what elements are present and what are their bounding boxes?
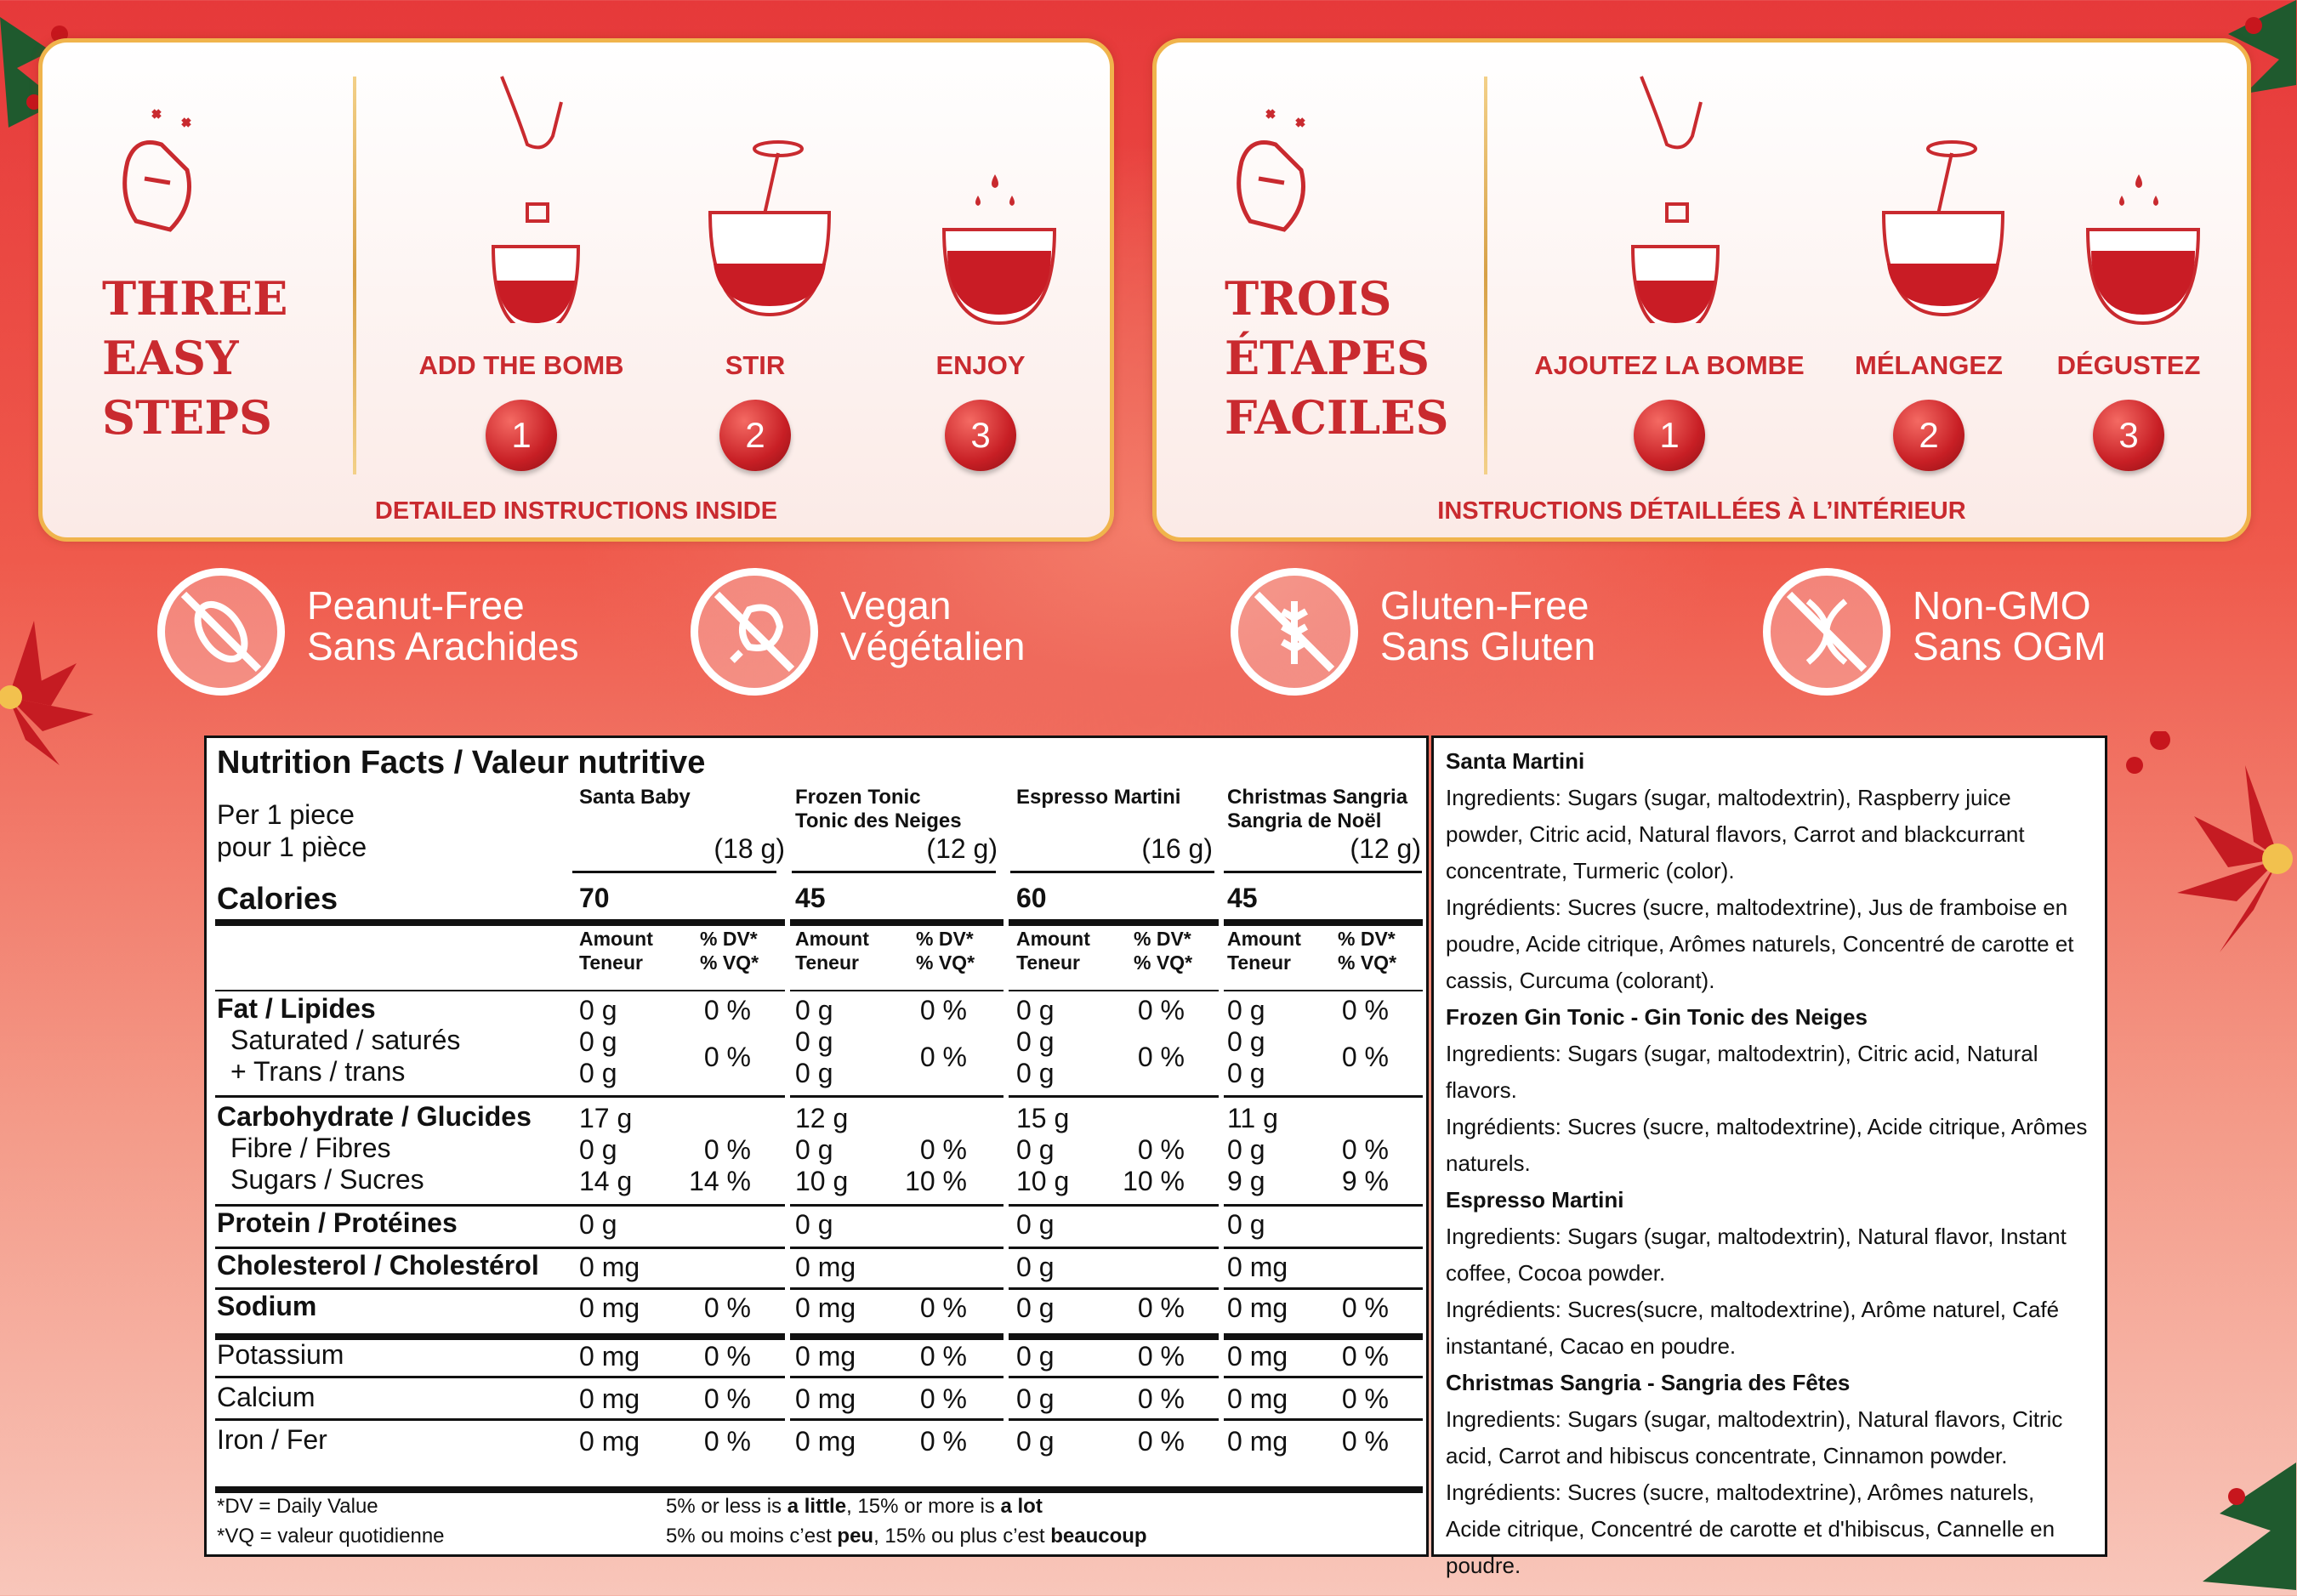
nutrient-amount: 0 g xyxy=(795,1026,833,1057)
gold-divider xyxy=(353,77,356,474)
nutrient-dv: 0 % xyxy=(1137,1042,1185,1072)
footnote-dv: *DV = Daily Value xyxy=(217,1495,378,1518)
rule xyxy=(215,1418,1423,1421)
serving-en: Per 1 piece xyxy=(217,799,355,830)
rule xyxy=(792,871,996,873)
serving-size: (12 g) xyxy=(1350,833,1421,864)
nutrient-label: Saturated / saturés xyxy=(230,1025,461,1055)
nutrient-amount: 0 g xyxy=(1016,1341,1055,1372)
nutrient-dv: 0 % xyxy=(1137,995,1185,1025)
step-number-3: 3 xyxy=(945,400,1016,471)
nutrient-label: Potassium xyxy=(217,1339,344,1370)
step-number-1: 1 xyxy=(1634,400,1705,471)
steps-title-fr: TROIS ÉTAPES FACILES xyxy=(1225,271,1449,445)
column-header: % VQ* xyxy=(1134,951,1193,974)
nutrient-amount: 0 g xyxy=(1016,1026,1055,1057)
column-header: Teneur xyxy=(1227,951,1291,974)
nutrient-amount: 0 g xyxy=(1016,1134,1055,1165)
calories-value: 70 xyxy=(579,883,610,913)
nutrient-amount: 0 mg xyxy=(579,1341,640,1372)
nutrient-dv: 0 % xyxy=(1137,1341,1185,1372)
calories-value: 60 xyxy=(1016,883,1047,913)
nutrient-label: Carbohydrate / Glucides xyxy=(217,1101,532,1132)
nutrient-amount: 0 g xyxy=(795,1134,833,1165)
poinsettia-left-icon xyxy=(0,595,128,799)
rule xyxy=(215,1204,1423,1207)
rule xyxy=(215,1247,1423,1249)
nutrient-amount: 0 mg xyxy=(1227,1383,1288,1414)
nutrient-amount: 10 g xyxy=(1016,1166,1070,1196)
nutrient-amount: 0 g xyxy=(1016,1383,1055,1414)
nutrient-dv: 0 % xyxy=(919,1042,967,1072)
step-number-3: 3 xyxy=(2093,400,2164,471)
column-header: % VQ* xyxy=(916,951,975,974)
rule xyxy=(215,1376,1423,1378)
nutrient-amount: 0 g xyxy=(1227,1058,1265,1088)
nutrient-amount: 0 g xyxy=(1227,995,1265,1025)
column-header: % VQ* xyxy=(1338,951,1397,974)
steps-title-en: THREE EASY STEPS xyxy=(102,271,288,445)
product-name: Christmas Sangria xyxy=(1227,786,1408,809)
nutrient-amount: 0 mg xyxy=(579,1383,640,1414)
no-peanut-icon xyxy=(157,568,285,696)
holly-decoration-bottom-right xyxy=(2169,1445,2297,1596)
nutrient-amount: 14 g xyxy=(579,1166,633,1196)
column-header: % DV* xyxy=(916,928,974,950)
nutrient-amount: 0 g xyxy=(579,1026,617,1057)
column-header: Amount xyxy=(1016,928,1090,950)
nutrient-dv: 0 % xyxy=(703,995,751,1025)
nutrient-dv: 0 % xyxy=(703,1134,751,1165)
rule xyxy=(215,1287,1423,1290)
nutrient-label: Protein / Protéines xyxy=(217,1207,458,1238)
calories-value: 45 xyxy=(795,883,826,913)
nutrient-dv: 0 % xyxy=(703,1341,751,1372)
ingredients-frozen-gin-tonic: Frozen Gin Tonic - Gin Tonic des Neiges Ingredients: Sugars (sugar, maltodextrin), Citric acid, Natural flavors. Ingrédients: Sucres (sucre, maltodextrine), Acide citrique, Arômes naturels. xyxy=(1446,1004,2088,1176)
column-header: Amount xyxy=(579,928,653,950)
nutrient-amount: 0 g xyxy=(795,1209,833,1240)
column-header: % VQ* xyxy=(700,951,759,974)
nutrient-amount: 11 g xyxy=(1227,1103,1278,1133)
nutrient-label: Sodium xyxy=(217,1291,317,1321)
no-gmo-icon xyxy=(1763,568,1890,696)
footnote-scale-en: 5% or less is a little, 15% or more is a lot xyxy=(666,1495,1043,1518)
no-gluten-icon xyxy=(1231,568,1358,696)
nutrient-amount: 0 mg xyxy=(795,1252,856,1282)
rule xyxy=(1010,871,1214,873)
nutrient-dv: 0 % xyxy=(703,1042,751,1072)
product-name: Frozen Tonic xyxy=(795,786,921,809)
nutrient-amount: 9 g xyxy=(1227,1166,1265,1196)
nutrient-dv: 10 % xyxy=(905,1166,967,1196)
steps-panel-fr: TROIS ÉTAPES FACILES AJOUTEZ LA BOMBE MÉLANGEZ DÉGUSTEZ 1 2 3 INSTRUCTIONS DÉTAILLÉES À L’INTÉRIEUR xyxy=(1152,38,2251,542)
step-number-2: 2 xyxy=(1893,400,1964,471)
nutrient-amount: 0 mg xyxy=(579,1252,640,1282)
rule xyxy=(215,1486,1423,1493)
hand-drop-glass-icon xyxy=(468,68,604,323)
stir-glass-icon xyxy=(702,136,838,332)
nutrient-dv: 0 % xyxy=(1137,1383,1185,1414)
rule xyxy=(215,1095,1423,1098)
column-header: Teneur xyxy=(579,951,643,974)
gold-divider xyxy=(1484,77,1487,474)
enjoy-glass-icon xyxy=(2079,170,2207,332)
product-name: Santa Baby xyxy=(579,786,691,809)
nutrient-amount: 0 g xyxy=(1227,1134,1265,1165)
poinsettia-right-icon xyxy=(2109,731,2297,986)
column-header: Teneur xyxy=(795,951,859,974)
enjoy-glass-icon xyxy=(935,170,1063,332)
no-meat-icon xyxy=(691,568,818,696)
nutrient-label: Fat / Lipides xyxy=(217,993,376,1024)
nutrient-dv: 0 % xyxy=(919,1341,967,1372)
column-header: % DV* xyxy=(1338,928,1396,950)
snap-fingers-icon xyxy=(102,94,204,247)
nutrient-dv: 0 % xyxy=(1341,1134,1389,1165)
nutrient-dv: 0 % xyxy=(703,1426,751,1457)
nutrient-amount: 0 mg xyxy=(1227,1426,1288,1457)
calories-label: Calories xyxy=(217,881,338,916)
nutrient-amount: 0 g xyxy=(579,1058,617,1088)
instructions-note-fr: INSTRUCTIONS DÉTAILLÉES À L’INTÉRIEUR xyxy=(1437,497,1966,525)
nutrient-dv: 0 % xyxy=(703,1292,751,1323)
stir-glass-icon xyxy=(1875,136,2011,332)
nutrient-dv: 0 % xyxy=(1137,1134,1185,1165)
serving-size: (16 g) xyxy=(1141,833,1213,864)
rule xyxy=(215,1333,1423,1340)
column-header: % DV* xyxy=(700,928,758,950)
nutrient-amount: 0 g xyxy=(1227,1209,1265,1240)
nutrient-dv: 0 % xyxy=(1341,1426,1389,1457)
rule xyxy=(1221,871,1422,873)
nutrient-dv: 0 % xyxy=(919,1292,967,1323)
product-name-fr: Sangria de Noël xyxy=(1227,809,1382,832)
nutrient-dv: 0 % xyxy=(919,1426,967,1457)
nutrient-amount: 0 g xyxy=(1016,1058,1055,1088)
nutrient-amount: 0 g xyxy=(579,995,617,1025)
nutrient-dv: 0 % xyxy=(1137,1292,1185,1323)
nutrition-title: Nutrition Facts / Valeur nutritive xyxy=(217,745,706,781)
nutrient-amount: 0 mg xyxy=(579,1292,640,1323)
nutrient-amount: 0 g xyxy=(795,1058,833,1088)
nutrient-amount: 0 g xyxy=(1016,1252,1055,1282)
nutrient-amount: 0 g xyxy=(579,1209,617,1240)
nutrient-label: Fibre / Fibres xyxy=(230,1133,391,1163)
product-name: Espresso Martini xyxy=(1016,786,1181,809)
nutrient-amount: 0 mg xyxy=(1227,1341,1288,1372)
column-header: Amount xyxy=(795,928,869,950)
nutrient-dv: 0 % xyxy=(919,1383,967,1414)
snap-fingers-icon xyxy=(1216,94,1318,247)
serving-size: (12 g) xyxy=(926,833,998,864)
ingredients-espresso-martini: Espresso Martini Ingredients: Sugars (sugar, maltodextrin), Natural flavor, Instant coffee, Cocoa powder. Ingrédients: Sucres(sucre, maltodextrine), Arôme naturel, Café instantané, Cacao en poudre. xyxy=(1446,1187,2067,1359)
step-number-2: 2 xyxy=(719,400,791,471)
serving-size: (18 g) xyxy=(714,833,785,864)
step-number-1: 1 xyxy=(486,400,557,471)
nutrient-dv: 0 % xyxy=(1341,1292,1389,1323)
nutrient-label: Calcium xyxy=(217,1382,316,1412)
rule xyxy=(572,871,776,873)
ingredients-panel xyxy=(1431,736,2107,1578)
nutrient-amount: 0 g xyxy=(1016,1209,1055,1240)
nutrient-dv: 0 % xyxy=(1137,1426,1185,1457)
nutrient-amount: 0 mg xyxy=(1227,1292,1288,1323)
column-gap xyxy=(1004,866,1009,1486)
nutrient-amount: 0 g xyxy=(1016,1426,1055,1457)
steps-panel-en: THREE EASY STEPS ADD THE BOMB STIR ENJOY 1 2 3 DETAILED INSTRUCTIONS INSIDE xyxy=(38,38,1114,542)
nutrient-label: Cholesterol / Cholestérol xyxy=(217,1250,539,1281)
nutrient-amount: 0 g xyxy=(1016,995,1055,1025)
nutrient-amount: 0 mg xyxy=(579,1426,640,1457)
product-name-fr: Tonic des Neiges xyxy=(795,809,962,832)
nutrient-label: + Trans / trans xyxy=(230,1056,406,1087)
nutrient-amount: 0 g xyxy=(1016,1292,1055,1323)
nutrient-dv: 0 % xyxy=(919,995,967,1025)
footnote-vq: *VQ = valeur quotidienne xyxy=(217,1525,445,1548)
serving-fr: pour 1 pièce xyxy=(217,832,367,862)
nutrient-dv: 0 % xyxy=(1341,1341,1389,1372)
column-header: Amount xyxy=(1227,928,1301,950)
nutrient-dv: 10 % xyxy=(1123,1166,1185,1196)
nutrient-amount: 0 mg xyxy=(795,1426,856,1457)
nutrient-dv: 0 % xyxy=(703,1383,751,1414)
nutrient-amount: 0 mg xyxy=(795,1341,856,1372)
calories-value: 45 xyxy=(1227,883,1258,913)
rule xyxy=(215,990,1423,991)
nutrient-label: Sugars / Sucres xyxy=(230,1164,424,1195)
nutrient-dv: 14 % xyxy=(689,1166,751,1196)
nutrient-amount: 0 g xyxy=(579,1134,617,1165)
nutrient-dv: 0 % xyxy=(1341,995,1389,1025)
column-gap xyxy=(785,866,790,1486)
nutrient-amount: 0 g xyxy=(1227,1026,1265,1057)
ingredients-santa-martini: Santa Martini Ingredients: Sugars (sugar, maltodextrin), Raspberry juice powder, Citric acid, Natural flavors, Carrot and blackcurrant concentrate, Turmeric (color). Ingrédients: Sucres (sucre, maltodextrine), Jus de framboise en poudre, Acide citrique, Arômes naturels, Concentré de carotte et cassis, Curcuma (colorant). xyxy=(1446,748,2074,993)
nutrient-amount: 10 g xyxy=(795,1166,849,1196)
nutrient-dv: 0 % xyxy=(1341,1042,1389,1072)
nutrient-dv: 0 % xyxy=(1341,1383,1389,1414)
instructions-note-en: DETAILED INSTRUCTIONS INSIDE xyxy=(374,497,778,525)
hand-drop-glass-icon xyxy=(1607,68,1743,323)
nutrient-amount: 0 g xyxy=(795,995,833,1025)
nutrient-amount: 0 mg xyxy=(795,1383,856,1414)
column-header: Teneur xyxy=(1016,951,1080,974)
nutrient-amount: 0 mg xyxy=(795,1292,856,1323)
nutrient-label: Iron / Fer xyxy=(217,1424,327,1455)
footnote-scale-fr: 5% ou moins c’est peu, 15% ou plus c’est beaucoup xyxy=(666,1525,1147,1548)
column-gap xyxy=(1219,866,1224,1486)
rule xyxy=(215,919,1423,926)
ingredients-christmas-sangria: Christmas Sangria - Sangria des Fêtes Ingredients: Sugars (sugar, maltodextrin), Natural flavors, Citric acid, Carrot and hibiscus concentrate, Cinnamon powder. Ingrédients: Sucres (sucre, maltodextrine), Arômes naturels, Acide citrique, Concentré de carotte et d'hibiscus, Cannelle en poudre. xyxy=(1446,1370,2063,1578)
nutrient-dv: 0 % xyxy=(919,1134,967,1165)
nutrient-amount: 15 g xyxy=(1016,1103,1070,1133)
column-header: % DV* xyxy=(1134,928,1191,950)
nutrition-facts-table xyxy=(204,736,1429,1557)
nutrient-dv: 9 % xyxy=(1341,1166,1389,1196)
nutrient-amount: 17 g xyxy=(579,1103,633,1133)
nutrient-amount: 12 g xyxy=(795,1103,849,1133)
nutrient-amount: 0 mg xyxy=(1227,1252,1288,1282)
